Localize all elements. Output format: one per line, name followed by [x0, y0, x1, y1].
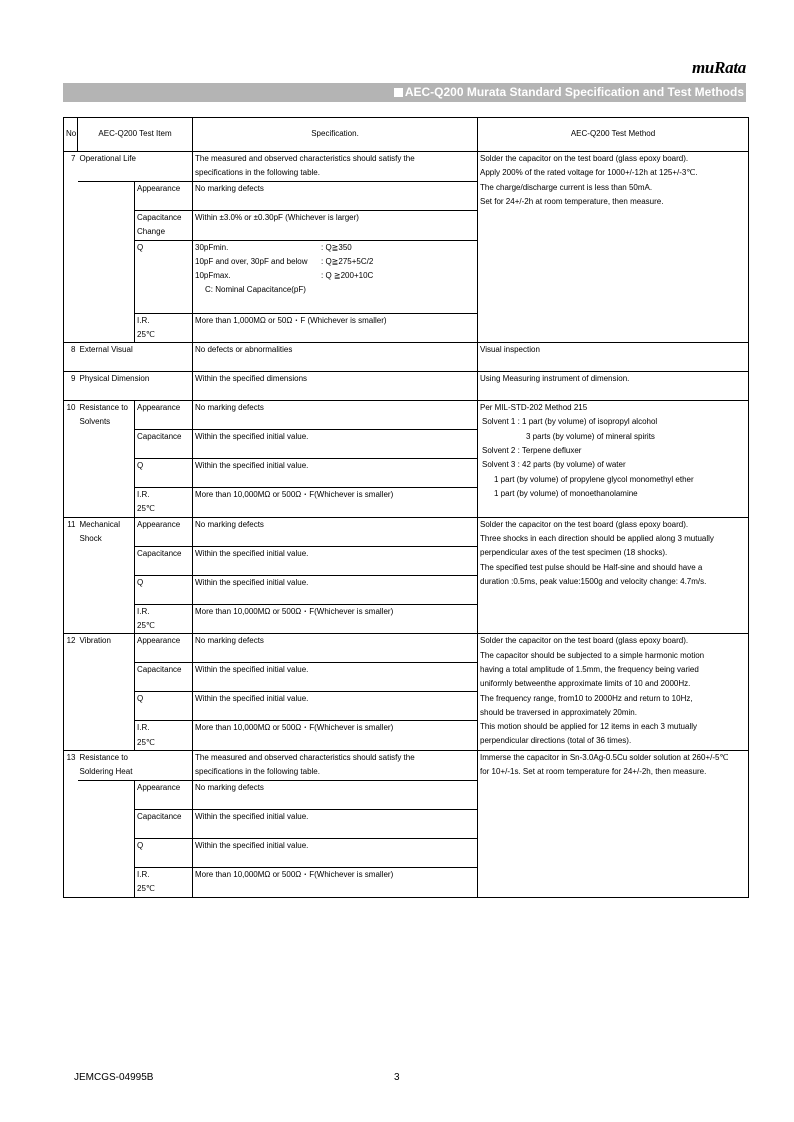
page-number: 3 — [394, 1072, 400, 1083]
test-methods-table — [63, 117, 749, 898]
table-row — [64, 634, 749, 663]
table-row — [64, 152, 749, 182]
spec-intro: The measured and observed characteristics should satisfy the specifications in the following table. — [193, 152, 478, 182]
item-name: External Visual — [78, 343, 193, 372]
item-name: Resistance to Soldering Heat — [78, 750, 193, 780]
test-method: Using Measuring instrument of dimension. — [478, 372, 749, 401]
spec-value: No marking defects — [193, 780, 478, 809]
spec-value: Within the specified initial value. — [193, 430, 478, 459]
sub-item-label: Capacitance Change — [135, 211, 193, 241]
header-specification: Specification. — [193, 118, 478, 152]
spec-value: Within the specified dimensions — [193, 372, 478, 401]
item-number: 11 — [64, 517, 78, 634]
spec-value: Within the specified initial value. — [193, 663, 478, 692]
test-method: Solder the capacitor on the test board (glass epoxy board). Three shocks in each direction should be applied along 3 mutually perpendicular axes of the test specimen (18 shocks). The specified test pulse should be Half-sine and should have a duration :0.5ms, peak value:1500g and velocity change: 4.7m/s. — [478, 517, 749, 634]
item-number: 12 — [64, 634, 78, 751]
square-bullet-icon — [394, 88, 403, 97]
spec-value: Within the specified initial value. — [193, 575, 478, 604]
item-number: 13 — [64, 750, 78, 897]
item-name: Physical Dimension — [78, 372, 193, 401]
spec-value: Within the specified initial value. — [193, 546, 478, 575]
sub-item-label: I.R. 25℃ — [135, 604, 193, 634]
sub-item-label: Appearance — [135, 182, 193, 211]
spec-value: More than 10,000MΩ or 500Ω・F(Whichever is smaller) — [193, 867, 478, 897]
spec-value: Within the specified initial value. — [193, 459, 478, 488]
spec-value: More than 1,000MΩ or 50Ω・F (Whichever is smaller) — [193, 313, 478, 343]
test-method: Immerse the capacitor in Sn-3.0Ag-0.5Cu solder solution at 260+/-5℃ for 10+/-1s. Set at room temperature for 24+/-2h, then measure. — [478, 750, 749, 897]
item-number: 8 — [64, 343, 78, 372]
table-row — [64, 372, 749, 401]
sub-item-label: Q — [135, 838, 193, 867]
sub-item-label: Capacitance — [135, 430, 193, 459]
spec-value: No marking defects — [193, 517, 478, 546]
sub-item-label: I.R. 25℃ — [135, 313, 193, 343]
sub-item-label: Capacitance — [135, 809, 193, 838]
sub-item-label: Q — [135, 692, 193, 721]
spec-value: Within the specified initial value. — [193, 809, 478, 838]
banner-title: AEC-Q200 Murata Standard Specification and Test Methods — [404, 85, 744, 99]
sub-item-label: I.R. 25℃ — [135, 488, 193, 518]
spec-value: More than 10,000MΩ or 500Ω・F(Whichever is smaller) — [193, 721, 478, 751]
item-name: Mechanical Shock — [78, 517, 135, 634]
test-method: Per MIL-STD-202 Method 215 Solvent 1 : 1 part (by volume) of isopropyl alcohol 3 parts (by volume) of mineral spirits Solvent 2 : Terpene defluxer Solvent 3 : 42 parts (by volume) of water 1 part (by volume) of propylene glycol monomethyl ether 1 part (by volume) of monoethanolamine — [478, 401, 749, 518]
table-row — [64, 517, 749, 546]
sub-item-label: Appearance — [135, 634, 193, 663]
document-code: JEMCGS-04995B — [74, 1072, 154, 1083]
header-no: No — [64, 118, 78, 152]
item-number: 10 — [64, 401, 78, 518]
table-header — [64, 118, 749, 152]
spec-value: More than 10,000MΩ or 500Ω・F(Whichever is smaller) — [193, 604, 478, 634]
test-method: Visual inspection — [478, 343, 749, 372]
title-banner — [63, 83, 746, 102]
table-row — [64, 750, 749, 780]
spec-intro: The measured and observed characteristics should satisfy the specifications in the following table. — [193, 750, 478, 780]
sub-item-label: Appearance — [135, 780, 193, 809]
test-method: Solder the capacitor on the test board (glass epoxy board). The capacitor should be subjected to a simple harmonic motion having a total amplitude of 1.5mm, the frequency being varied uniformly betweenthe approximate limits of 10 and 2000Hz. The frequency range, from10 to 2000Hz and return to 10Hz, should be traversed in approximately 20min. This motion should be applied for 12 items in each 3 mutually perpendicular directions (total of 36 times). — [478, 634, 749, 751]
sub-item-label: I.R. 25℃ — [135, 867, 193, 897]
spec-value: No defects or abnormalities — [193, 343, 478, 372]
test-method: Solder the capacitor on the test board (glass epoxy board). Apply 200% of the rated voltage for 1000+/-12h at 125+/-3℃. The charge/discharge current is less than 50mA. Set for 24+/-2h at room temperature, then measure. — [478, 152, 749, 343]
table-row — [64, 343, 749, 372]
sub-item-label: Appearance — [135, 517, 193, 546]
item-name: Resistance to Solvents — [78, 401, 135, 518]
table-row — [64, 401, 749, 430]
item-name: Vibration — [78, 634, 135, 751]
sub-item-label: Appearance — [135, 401, 193, 430]
spec-value: No marking defects — [193, 401, 478, 430]
item-number: 7 — [64, 152, 78, 343]
header-test-item: AEC-Q200 Test Item — [78, 118, 193, 152]
spec-value: 30pFmin. : Q≧350 10pF and over, 30pF and below : Q≧275+5C/2 10pFmax. : Q ≧200+10C C: Nominal Capacitance(pF) — [193, 240, 478, 313]
spec-value: Within the specified initial value. — [193, 692, 478, 721]
spec-value: No marking defects — [193, 634, 478, 663]
spec-value: Within the specified initial value. — [193, 838, 478, 867]
item-number: 9 — [64, 372, 78, 401]
sub-item-label: I.R. 25℃ — [135, 721, 193, 751]
sub-item-label: Q — [135, 240, 193, 313]
sub-item-label: Capacitance — [135, 546, 193, 575]
sub-item-label: Q — [135, 575, 193, 604]
murata-logo: muRata — [692, 58, 746, 77]
item-name: Operational Life — [78, 152, 193, 182]
sub-item-label: Q — [135, 459, 193, 488]
header-test-method: AEC-Q200 Test Method — [478, 118, 749, 152]
spec-value: More than 10,000MΩ or 500Ω・F(Whichever is smaller) — [193, 488, 478, 518]
spec-value: No marking defects — [193, 182, 478, 211]
spec-value: Within ±3.0% or ±0.30pF (Whichever is larger) — [193, 211, 478, 241]
sub-item-label: Capacitance — [135, 663, 193, 692]
